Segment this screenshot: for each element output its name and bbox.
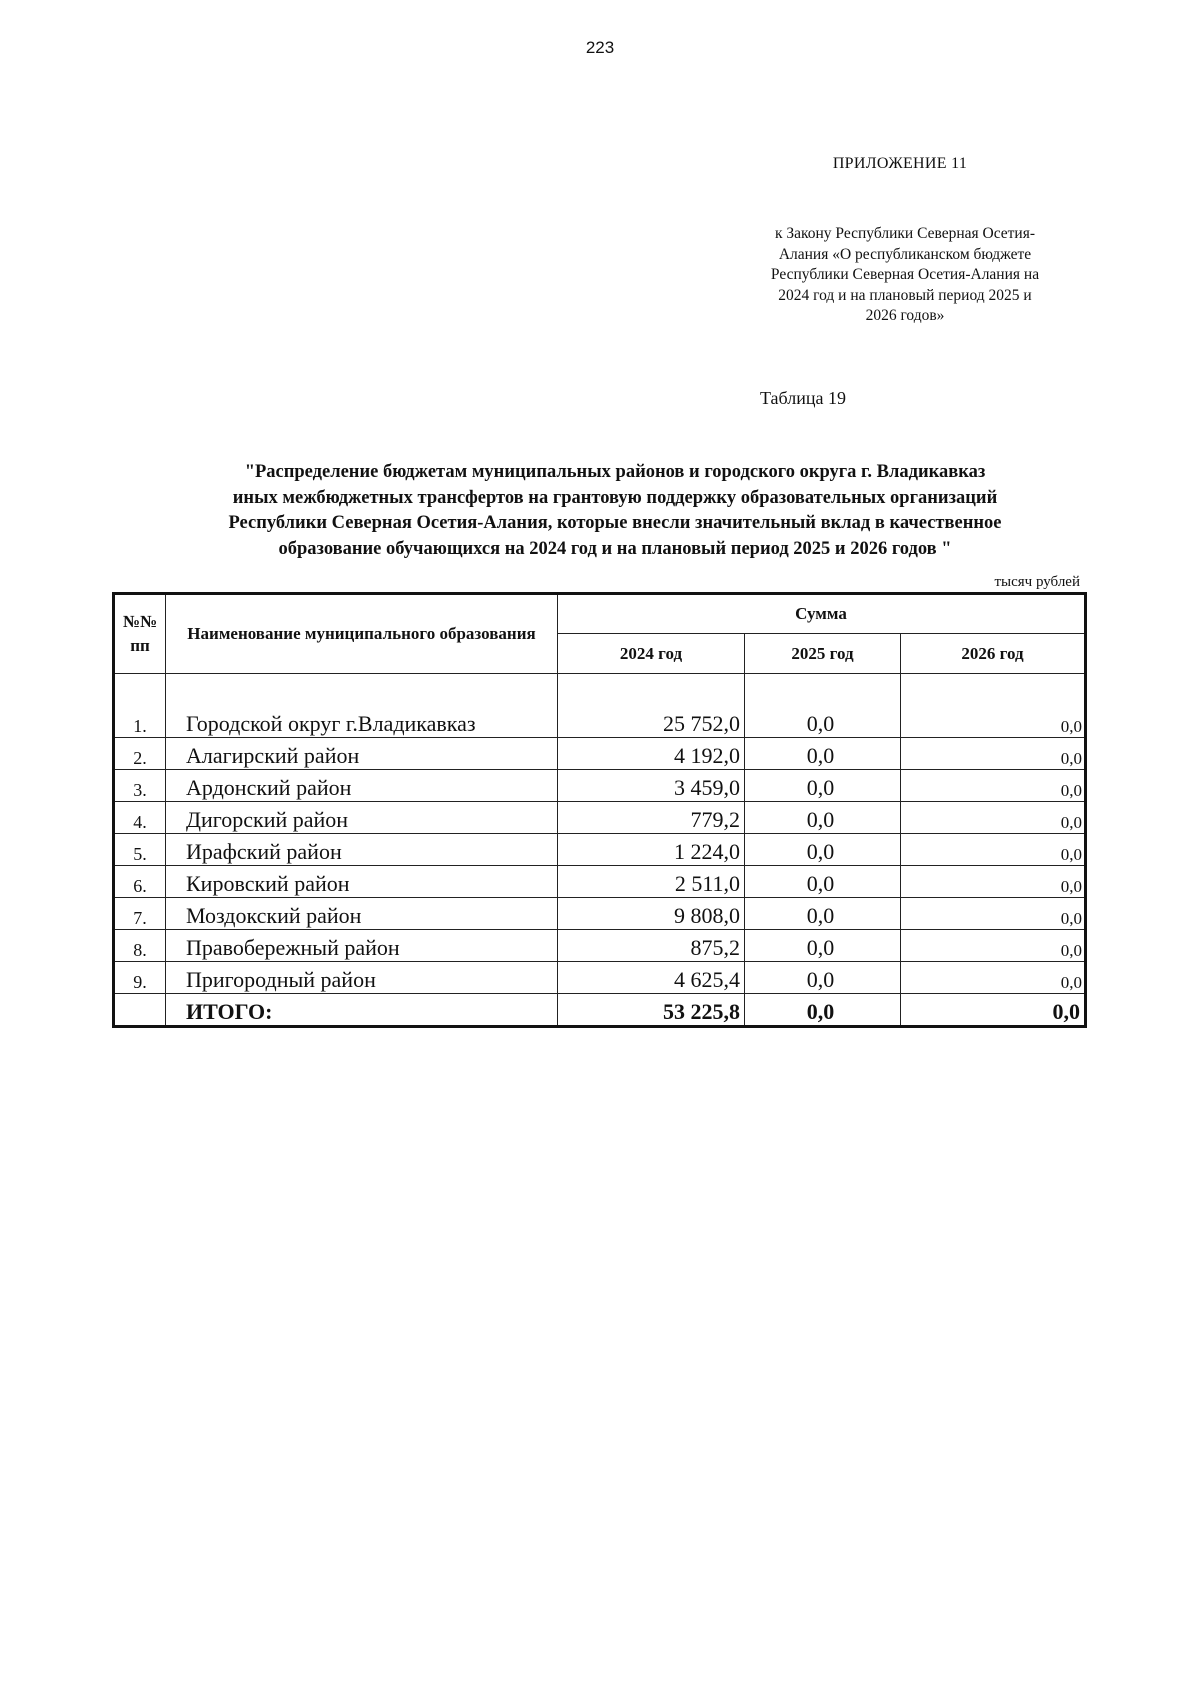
table-row [114, 866, 1086, 898]
law-reference-line: Алания «О республиканском бюджете [778, 245, 1032, 263]
value-2026: 0,0 [901, 674, 1086, 738]
table-label: Таблица 19 [760, 388, 846, 408]
municipality-name: Правобережный район [166, 930, 558, 962]
value-2026: 0,0 [901, 770, 1086, 802]
row-number: 6. [114, 866, 166, 898]
law-reference-line: Республики Северная Осетия-Алания на [770, 266, 1040, 283]
value-2024: 25 752,0 [558, 674, 745, 738]
value-2026: 0,0 [901, 834, 1086, 866]
municipality-name: Ардонский район [166, 770, 558, 802]
row-number: 4. [114, 802, 166, 834]
table-row [114, 674, 1086, 738]
page-number: 223 [585, 38, 615, 57]
title-line: "Распределение бюджетам муниципальных районов и городского округа г. Владикавказ [244, 462, 986, 482]
value-2026: 0,0 [901, 962, 1086, 994]
law-reference [755, 224, 1055, 327]
total-2026: 0,0 [901, 994, 1086, 1027]
header-sum: Сумма [558, 594, 1086, 634]
municipality-name: Алагирский район [166, 738, 558, 770]
law-reference-line: 2024 год и на плановый период 2025 и [778, 286, 1032, 304]
row-number: 8. [114, 930, 166, 962]
value-2024: 1 224,0 [558, 834, 745, 866]
law-reference-line: 2026 годов» [865, 307, 945, 324]
appendix-label: ПРИЛОЖЕНИЕ 11 [832, 155, 968, 172]
row-number: 7. [114, 898, 166, 930]
table-row [114, 898, 1086, 930]
total-num-cell [114, 994, 166, 1027]
budget-table [112, 592, 1087, 1028]
value-2026: 0,0 [901, 802, 1086, 834]
title-line: Республики Северная Осетия-Алания, которые внесли значительный вклад в качественное [228, 513, 1002, 533]
header-2024: 2024 год [558, 634, 745, 674]
value-2024: 4 625,4 [558, 962, 745, 994]
value-2024: 9 808,0 [558, 898, 745, 930]
municipality-name: Дигорский район [166, 802, 558, 834]
row-number: 1. [114, 674, 166, 738]
municipality-name: Пригородный район [166, 962, 558, 994]
table-row [114, 738, 1086, 770]
row-number: 3. [114, 770, 166, 802]
units-label: тысяч рублей [994, 574, 1080, 590]
municipality-name: Моздокский район [166, 898, 558, 930]
value-2026: 0,0 [901, 930, 1086, 962]
value-2026: 0,0 [901, 898, 1086, 930]
value-2024: 4 192,0 [558, 738, 745, 770]
municipality-name: Городской округ г.Владикавказ [166, 674, 558, 738]
table-row [114, 770, 1086, 802]
total-row [114, 994, 1086, 1027]
document-title [150, 460, 1080, 562]
value-2025: 0,0 [745, 898, 901, 930]
title-line: образование обучающихся на 2024 год и на плановый период 2025 и 2026 годов " [278, 538, 952, 559]
value-2025: 0,0 [745, 802, 901, 834]
title-line: иных межбюджетных трансфертов на грантовую поддержку образовательных организаций [232, 487, 998, 508]
law-reference-line: к Закону Республики Северная Осетия- [774, 225, 1036, 242]
table-row [114, 962, 1086, 994]
value-2026: 0,0 [901, 866, 1086, 898]
value-2025: 0,0 [745, 962, 901, 994]
value-2025: 0,0 [745, 770, 901, 802]
value-2025: 0,0 [745, 674, 901, 738]
value-2025: 0,0 [745, 834, 901, 866]
table-row [114, 834, 1086, 866]
total-2025: 0,0 [745, 994, 901, 1027]
header-2025: 2025 год [745, 634, 901, 674]
municipality-name: Кировский район [166, 866, 558, 898]
municipality-name: Ирафский район [166, 834, 558, 866]
row-number: 9. [114, 962, 166, 994]
header-num: №№ пп [114, 594, 166, 674]
value-2025: 0,0 [745, 930, 901, 962]
table-row [114, 802, 1086, 834]
value-2024: 875,2 [558, 930, 745, 962]
value-2026: 0,0 [901, 738, 1086, 770]
total-label: ИТОГО: [166, 994, 558, 1027]
value-2024: 3 459,0 [558, 770, 745, 802]
table-row [114, 930, 1086, 962]
value-2024: 779,2 [558, 802, 745, 834]
row-number: 5. [114, 834, 166, 866]
header-2026: 2026 год [901, 634, 1086, 674]
value-2025: 0,0 [745, 738, 901, 770]
total-2024: 53 225,8 [558, 994, 745, 1027]
value-2025: 0,0 [745, 866, 901, 898]
row-number: 2. [114, 738, 166, 770]
value-2024: 2 511,0 [558, 866, 745, 898]
header-name: Наименование муниципального образования [166, 594, 558, 674]
